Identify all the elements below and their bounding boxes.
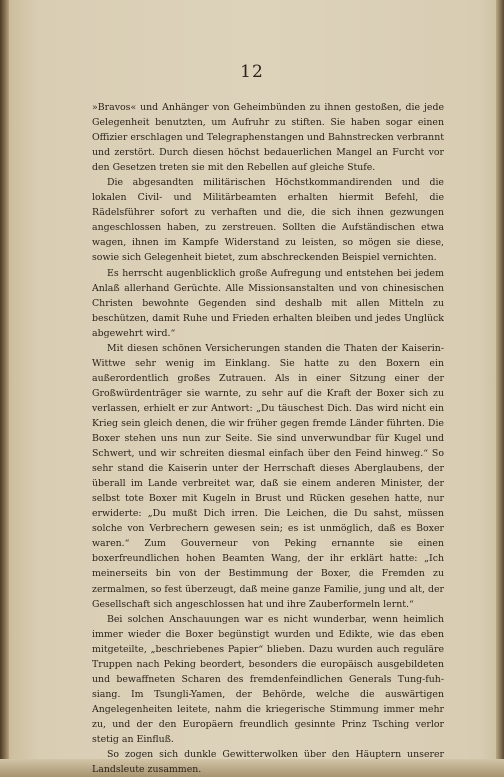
left-binding-edge [0, 0, 9, 777]
paragraph: Die abgesandten militärischen Höchstkommandirenden und die lokalen Civil- und Militärbeamten erhalten hiermit Befehl, die Rädelsführer sofort zu verhaften und die, die sich ihnen gezwungen angeschlossen haben, zu zerstreuen. Sollten die Aufständischen etwa wagen, ihnen im Kampfe Widerstand zu leisten, so mögen sie diese, sowie sich Gelegenheit bietet, zum abschreckenden Beispiel vernichten. [92, 177, 444, 264]
paragraph: »Bravos« und Anhänger von Geheimbünden zu ihnen gestoßen, die jede Gelegenheit benutzten, um Aufruhr zu stiften. Sie haben sogar einen Offizier erschlagen und Telegraphenstangen und Bahnstrecken verbrannt und zerstört. Durch diesen höchst bedauerlichen Mangel an Furcht vor den Gesetzen treten sie mit den Rebellen auf gleiche Stufe. [92, 102, 444, 174]
paragraph: Mit diesen schönen Versicherungen standen die Thaten der Kaiserin-Wittwe sehr wenig im Einklang. Sie hatte zu den Boxern ein außerordentlich großes Zutrauen. Als in einer Sitzung einer der Großwürdenträger sie warnte, zu sehr auf die Kraft der Boxer sich zu verlassen, erhielt er zur Antwort: „Du täuschest Dich. Das wird nicht ein Krieg sein gleich denen, die wir früher gegen fremde Länder führten. Die Boxer stehen uns nun zur Seite. Sie sind unverwundbar für Kugel und Schwert, und wir schreiten diesmal einfach über den Feind hinweg.“ So sehr stand die Kaiserin unter der Herrschaft dieses Aberglaubens, der überall im Lande verbreitet war, daß sie einem anderen Minister, der selbst tote Boxer mit Kugeln in Brust und Rücken gesehen hatte, nur erwiderte: „Du mußt Dich irren. Die Leichen, die Du sahst, müssen solche von Verbrechern gewesen sein; es ist unmöglich, daß es Boxer waren.“ Zum Gouverneur von Peking ernannte sie einen boxerfreundlichen hohen Beamten Wang, der ihr erklärt hatte: „Ich meinerseits bin von der Bestimmung der Boxer, die Fremden zu zermalmen, so fest überzeugt, daß meine ganze Familie, jung und alt, der Gesellschaft sich angeschlossen hat und ihre Zauberformeln lernt.“ [92, 342, 444, 610]
right-binding-edge [496, 0, 504, 777]
paragraph: Bei solchen Anschauungen war es nicht wunderbar, wenn heimlich immer wieder die Boxer begünstigt wurden und Edikte, wie das eben mitgeteilte, „beschriebenes Papier“ blieben. Dazu wurden auch reguläre Truppen nach Peking beordert, besonders die europäisch ausgebildeten und bewaffneten Scharen des fremdenfeindlichen Generals Tung-fuh-siang. Im Tsungli-Yamen, der Behörde, welche die auswärtigen Angelegenheiten leitete, nahm die kriegerische Stimmung immer mehr zu, und der den Europäern freundlich gesinnte Prinz Tsching verlor stetig an Einfluß. [92, 613, 444, 745]
body-text [92, 100, 444, 777]
paragraph: So zogen sich dunkle Gewitterwolken über den Häuptern unserer Landsleute zusammen. [92, 749, 444, 776]
paragraph: Es herrscht augenblicklich große Aufregung und entstehen bei jedem Anlaß allerhand Gerüchte. Alle Missionsanstalten und von chinesischen Christen bewohnte Gegenden sind deshalb mit allen Mitteln zu beschützen, damit Ruhe und Frieden erhalten bleiben und jedes Unglück abgewehrt wird.“ [92, 267, 444, 339]
page-number: 12 [240, 62, 264, 82]
